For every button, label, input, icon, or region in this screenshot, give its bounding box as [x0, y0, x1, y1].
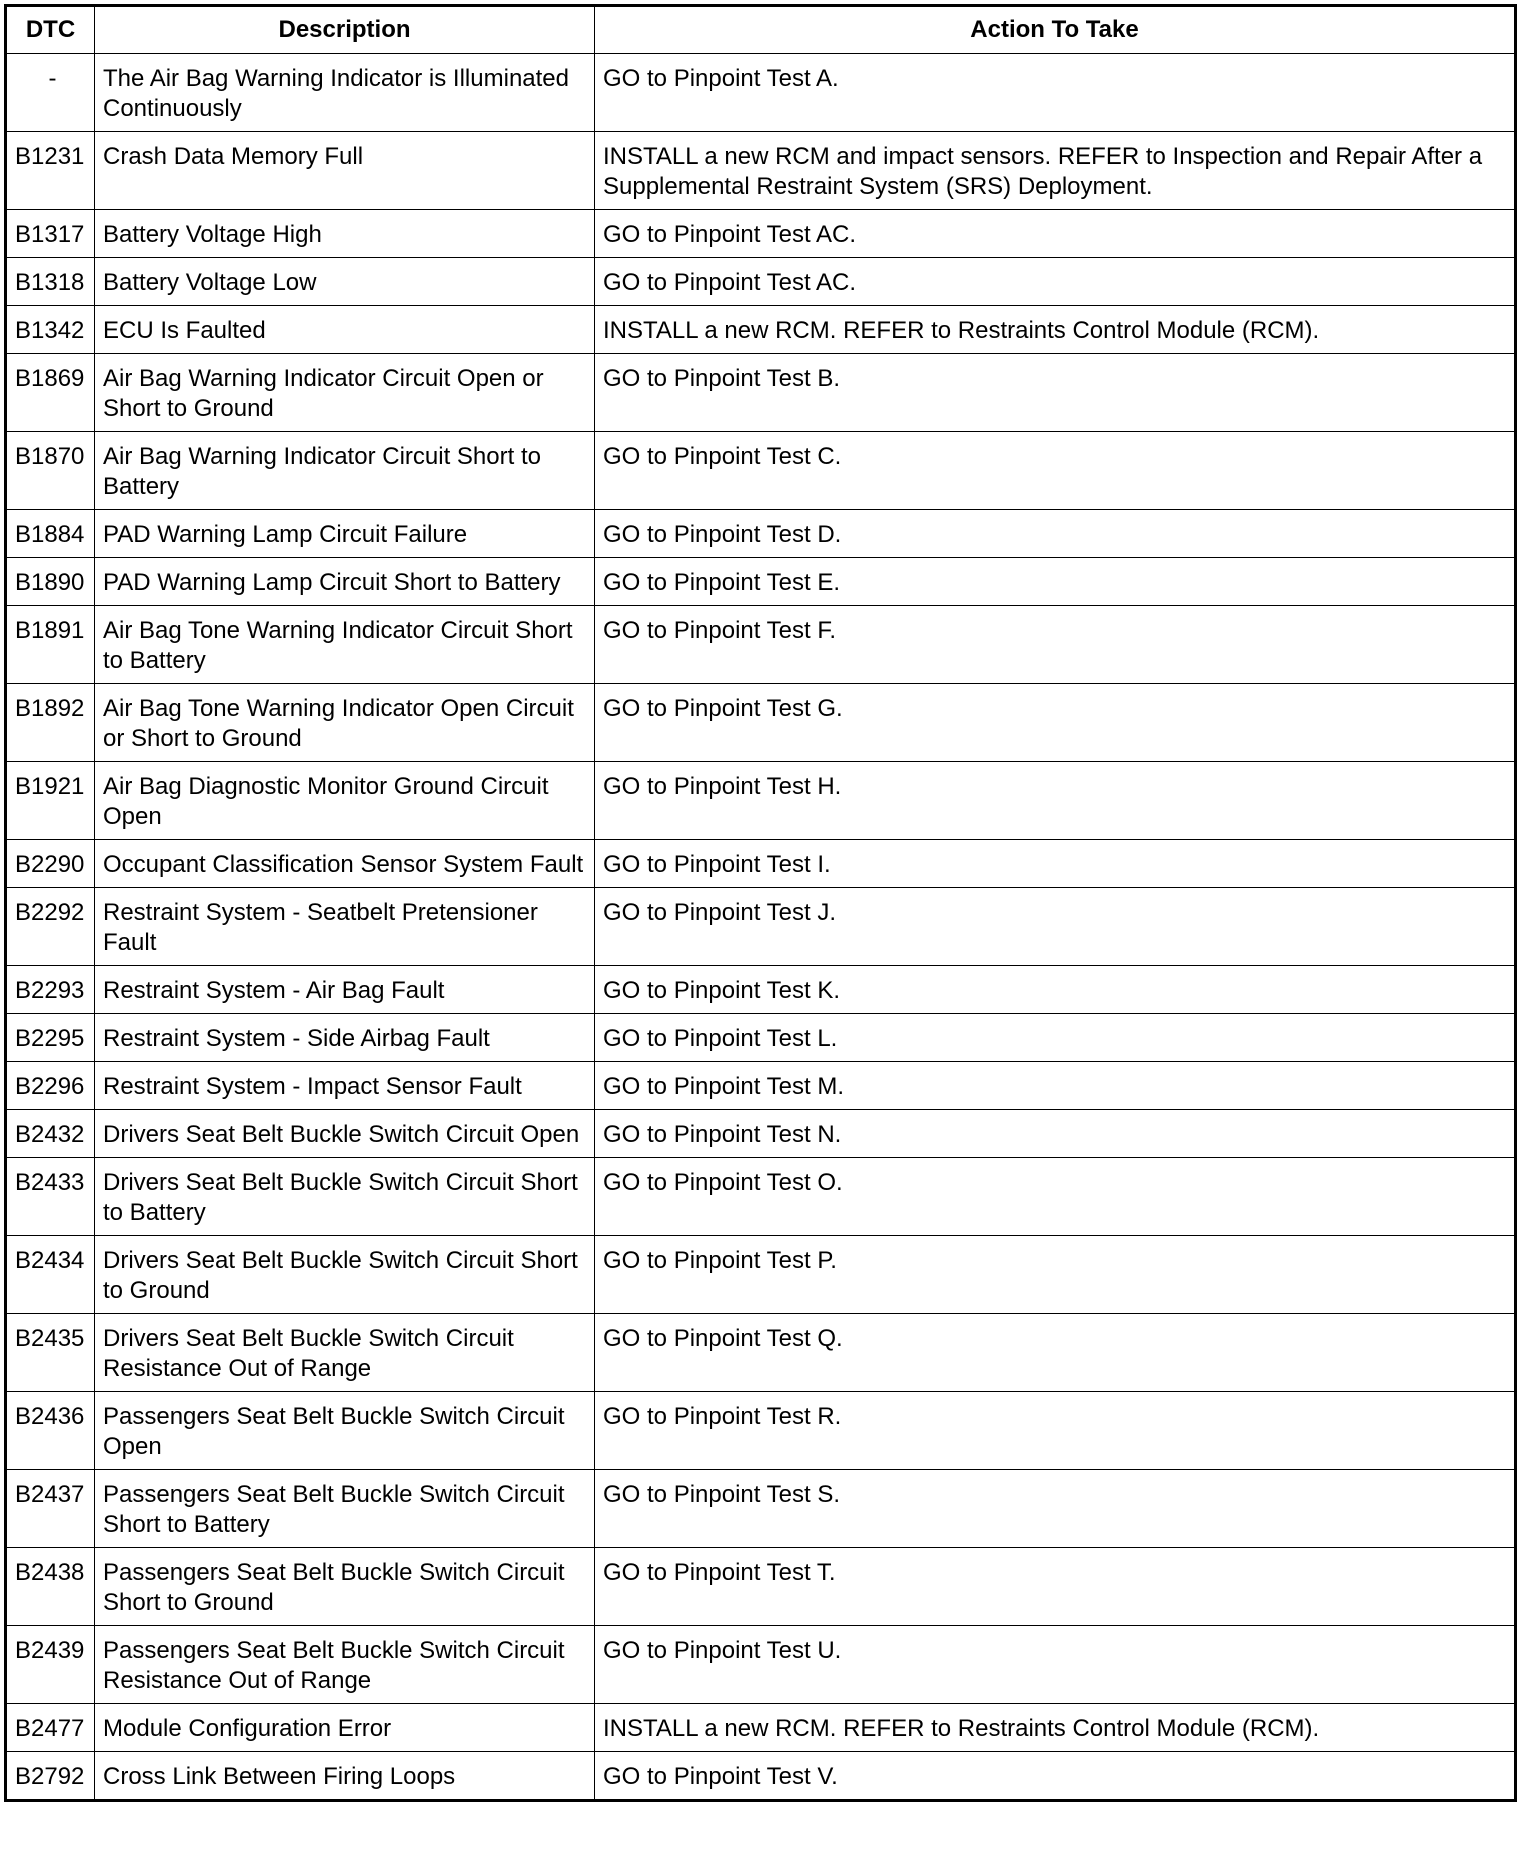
header-dtc: DTC [7, 7, 95, 54]
dtc-cell: B1892 [7, 684, 95, 762]
table-row [7, 966, 1515, 1014]
action-cell: INSTALL a new RCM and impact sensors. REFER to Inspection and Repair After a Supplemental Restraint System (SRS) Deployment. [595, 132, 1515, 210]
table-row [7, 1158, 1515, 1236]
dtc-cell: B1884 [7, 510, 95, 558]
description-cell: Drivers Seat Belt Buckle Switch Circuit Short to Ground [95, 1236, 595, 1314]
action-cell: GO to Pinpoint Test L. [595, 1014, 1515, 1062]
table-row [7, 1548, 1515, 1626]
description-cell: Air Bag Tone Warning Indicator Circuit Short to Battery [95, 606, 595, 684]
description-cell: Air Bag Warning Indicator Circuit Open or Short to Ground [95, 354, 595, 432]
table-body [7, 54, 1515, 1800]
table-row [7, 1752, 1515, 1800]
action-cell: GO to Pinpoint Test V. [595, 1752, 1515, 1800]
description-cell: Battery Voltage Low [95, 258, 595, 306]
table-row [7, 1014, 1515, 1062]
table-row [7, 1110, 1515, 1158]
description-cell: Air Bag Tone Warning Indicator Open Circuit or Short to Ground [95, 684, 595, 762]
description-cell: PAD Warning Lamp Circuit Failure [95, 510, 595, 558]
table-row [7, 1314, 1515, 1392]
table-row [7, 1062, 1515, 1110]
table-row [7, 1704, 1515, 1752]
description-cell: Passengers Seat Belt Buckle Switch Circuit Short to Ground [95, 1548, 595, 1626]
table-row [7, 558, 1515, 606]
description-cell: Air Bag Diagnostic Monitor Ground Circuit Open [95, 762, 595, 840]
table-row [7, 306, 1515, 354]
table-row [7, 210, 1515, 258]
description-cell: Passengers Seat Belt Buckle Switch Circuit Short to Battery [95, 1470, 595, 1548]
action-cell: GO to Pinpoint Test R. [595, 1392, 1515, 1470]
dtc-cell: B2296 [7, 1062, 95, 1110]
dtc-cell: B2292 [7, 888, 95, 966]
action-cell: GO to Pinpoint Test B. [595, 354, 1515, 432]
description-cell: Battery Voltage High [95, 210, 595, 258]
action-cell: GO to Pinpoint Test M. [595, 1062, 1515, 1110]
dtc-cell: B2433 [7, 1158, 95, 1236]
dtc-cell: B1921 [7, 762, 95, 840]
dtc-cell: B2293 [7, 966, 95, 1014]
table-row [7, 840, 1515, 888]
action-cell: INSTALL a new RCM. REFER to Restraints Control Module (RCM). [595, 1704, 1515, 1752]
table-row [7, 258, 1515, 306]
table-row [7, 1236, 1515, 1314]
action-cell: GO to Pinpoint Test P. [595, 1236, 1515, 1314]
description-cell: The Air Bag Warning Indicator is Illuminated Continuously [95, 54, 595, 132]
dtc-cell: B2792 [7, 1752, 95, 1800]
action-cell: GO to Pinpoint Test I. [595, 840, 1515, 888]
action-cell: GO to Pinpoint Test A. [595, 54, 1515, 132]
description-cell: Drivers Seat Belt Buckle Switch Circuit Open [95, 1110, 595, 1158]
dtc-cell: B2432 [7, 1110, 95, 1158]
action-cell: GO to Pinpoint Test E. [595, 558, 1515, 606]
dtc-cell: - [7, 54, 95, 132]
description-cell: Cross Link Between Firing Loops [95, 1752, 595, 1800]
action-cell: GO to Pinpoint Test F. [595, 606, 1515, 684]
dtc-cell: B1869 [7, 354, 95, 432]
dtc-cell: B1317 [7, 210, 95, 258]
action-cell: GO to Pinpoint Test AC. [595, 258, 1515, 306]
action-cell: GO to Pinpoint Test J. [595, 888, 1515, 966]
action-cell: GO to Pinpoint Test K. [595, 966, 1515, 1014]
dtc-cell: B2438 [7, 1548, 95, 1626]
action-cell: GO to Pinpoint Test D. [595, 510, 1515, 558]
table-row [7, 1470, 1515, 1548]
dtc-cell: B1890 [7, 558, 95, 606]
action-cell: GO to Pinpoint Test N. [595, 1110, 1515, 1158]
table-row [7, 606, 1515, 684]
header-action: Action To Take [595, 7, 1515, 54]
table-row [7, 762, 1515, 840]
action-cell: GO to Pinpoint Test H. [595, 762, 1515, 840]
table-row [7, 1626, 1515, 1704]
table-row [7, 1392, 1515, 1470]
dtc-cell: B1318 [7, 258, 95, 306]
action-cell: GO to Pinpoint Test Q. [595, 1314, 1515, 1392]
description-cell: Restraint System - Air Bag Fault [95, 966, 595, 1014]
description-cell: Drivers Seat Belt Buckle Switch Circuit Resistance Out of Range [95, 1314, 595, 1392]
description-cell: Air Bag Warning Indicator Circuit Short to Battery [95, 432, 595, 510]
dtc-cell: B2439 [7, 1626, 95, 1704]
table-row [7, 354, 1515, 432]
dtc-cell: B2436 [7, 1392, 95, 1470]
dtc-cell: B2434 [7, 1236, 95, 1314]
header-description: Description [95, 7, 595, 54]
table-row [7, 510, 1515, 558]
action-cell: INSTALL a new RCM. REFER to Restraints Control Module (RCM). [595, 306, 1515, 354]
description-cell: Passengers Seat Belt Buckle Switch Circuit Open [95, 1392, 595, 1470]
description-cell: Crash Data Memory Full [95, 132, 595, 210]
table-row [7, 432, 1515, 510]
action-cell: GO to Pinpoint Test S. [595, 1470, 1515, 1548]
table-row [7, 888, 1515, 966]
action-cell: GO to Pinpoint Test G. [595, 684, 1515, 762]
dtc-cell: B2477 [7, 1704, 95, 1752]
description-cell: PAD Warning Lamp Circuit Short to Battery [95, 558, 595, 606]
table-row [7, 684, 1515, 762]
dtc-table [6, 6, 1515, 1800]
description-cell: Restraint System - Impact Sensor Fault [95, 1062, 595, 1110]
dtc-cell: B1870 [7, 432, 95, 510]
description-cell: ECU Is Faulted [95, 306, 595, 354]
description-cell: Restraint System - Seatbelt Pretensioner Fault [95, 888, 595, 966]
dtc-cell: B2295 [7, 1014, 95, 1062]
table-row [7, 54, 1515, 132]
description-cell: Module Configuration Error [95, 1704, 595, 1752]
dtc-cell: B2435 [7, 1314, 95, 1392]
description-cell: Passengers Seat Belt Buckle Switch Circuit Resistance Out of Range [95, 1626, 595, 1704]
action-cell: GO to Pinpoint Test C. [595, 432, 1515, 510]
action-cell: GO to Pinpoint Test AC. [595, 210, 1515, 258]
action-cell: GO to Pinpoint Test T. [595, 1548, 1515, 1626]
dtc-cell: B1891 [7, 606, 95, 684]
dtc-cell: B2437 [7, 1470, 95, 1548]
description-cell: Restraint System - Side Airbag Fault [95, 1014, 595, 1062]
description-cell: Occupant Classification Sensor System Fault [95, 840, 595, 888]
description-cell: Drivers Seat Belt Buckle Switch Circuit Short to Battery [95, 1158, 595, 1236]
table-header-row [7, 7, 1515, 54]
dtc-cell: B1231 [7, 132, 95, 210]
action-cell: GO to Pinpoint Test O. [595, 1158, 1515, 1236]
action-cell: GO to Pinpoint Test U. [595, 1626, 1515, 1704]
dtc-cell: B1342 [7, 306, 95, 354]
dtc-cell: B2290 [7, 840, 95, 888]
table-row [7, 132, 1515, 210]
